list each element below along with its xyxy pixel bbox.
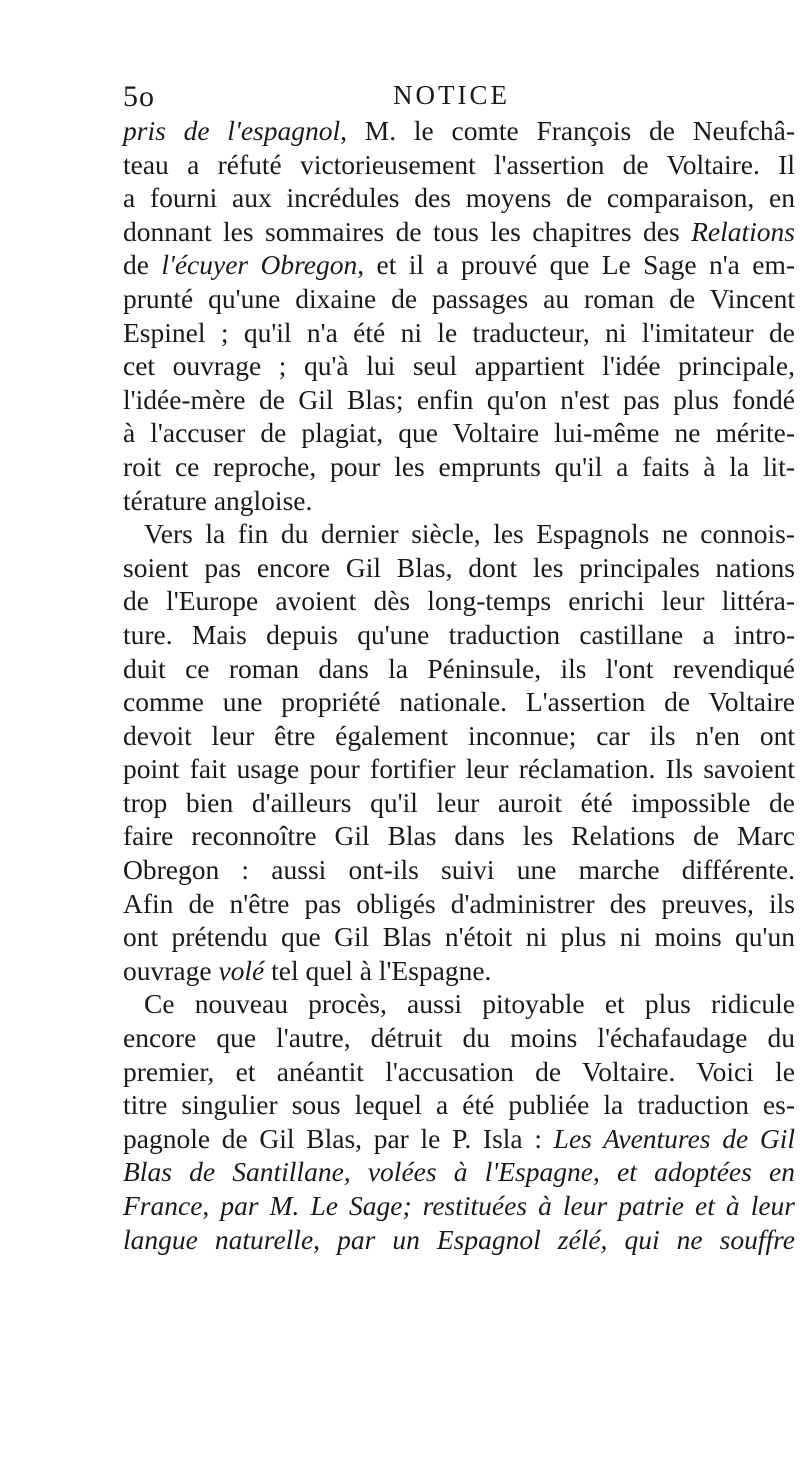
text-line: [123, 987, 795, 1021]
text-line: [123, 584, 795, 618]
italic-text-segment: l'écuyer Obregon: [161, 249, 358, 281]
text-line: [123, 1223, 795, 1257]
text-segment: prunté qu'une dixaine de passages au roman de Vincent: [123, 282, 795, 314]
text-line: [123, 1088, 795, 1122]
text-line: [123, 1055, 795, 1089]
text-line: [123, 349, 795, 383]
text-segment: , et il a prouvé que Le Sage n'a em-: [357, 249, 795, 281]
text-line: [123, 450, 795, 484]
text-segment: ,: [202, 1190, 221, 1221]
text-segment: devoit leur être également inconnue; car ils n'en ont: [123, 719, 795, 751]
text-line: [123, 618, 795, 652]
text-segment: a fourni aux incrédules des moyens de comparaison, en: [123, 182, 795, 214]
text-segment: point fait usage pour fortifier leur réclamation. Ils savoient: [123, 753, 795, 785]
italic-text-segment: volé: [218, 954, 265, 986]
italic-text-segment: langue naturelle: [123, 1223, 314, 1255]
text-line: [123, 652, 795, 686]
text-segment: roit ce reproche, pour les emprunts qu'il a faits à la lit-: [123, 450, 795, 482]
text-segment: faire reconnoître Gil Blas dans les Relations de Marc: [123, 820, 795, 852]
text-segment: Espinel ; qu'il n'a été ni le traducteur, ni l'imitateur de: [123, 316, 795, 348]
italic-text-segment: Les Aventures de Gil: [553, 1122, 796, 1154]
text-segment: Obregon : aussi ont-ils suivi une marche différente.: [123, 854, 795, 886]
text-segment: Afin de n'être pas obligés d'administrer des preuves, ils: [123, 887, 795, 919]
text-line: [123, 248, 795, 282]
text-segment: ont prétendu que Gil Blas n'étoit ni plus ni moins qu'un: [123, 921, 795, 953]
text-line: [123, 819, 795, 853]
text-line: [123, 954, 795, 988]
italic-text-segment: Blas de Santillane, volées à l'Espagne: [123, 1156, 593, 1188]
text-line: [123, 181, 795, 215]
italic-text-segment: et adoptées en: [617, 1156, 795, 1188]
text-segment: duit ce roman dans la Péninsule, ils l'ont revendiqué: [123, 652, 795, 684]
text-segment: de l'Europe avoient dès long-temps enrichi leur littéra-: [123, 585, 795, 617]
text-segment: ,: [592, 1156, 618, 1188]
text-segment: Vers la fin du dernier siècle, les Espagnols ne connois-: [144, 518, 795, 550]
text-segment: teau a réfuté victorieusement l'assertion de Voltaire. Il: [123, 148, 795, 180]
text-line: [123, 786, 795, 820]
text-line: [123, 1122, 795, 1156]
text-segment: donnant les sommaires de tous les chapitres des: [123, 215, 692, 247]
text-line: [123, 383, 795, 417]
text-segment: trop bien d'ailleurs qu'il leur auroit été impossible de: [123, 786, 795, 818]
text-line: [123, 316, 795, 350]
text-line: [123, 517, 795, 551]
text-segment: pagnole de Gil Blas, par le P. Isla :: [123, 1122, 554, 1154]
text-segment: , M. le comte François de Neufchâ-: [340, 115, 795, 146]
text-line: [123, 282, 795, 316]
text-segment: térature angloise.: [123, 484, 313, 516]
text-segment: encore que l'autre, détruit du moins l'échafaudage du: [123, 1022, 795, 1054]
text-segment: Ce nouveau procès, aussi pitoyable et plus ridicule: [144, 988, 795, 1020]
text-line: [123, 887, 795, 921]
text-segment: comme une propriété nationale. L'assertion de Voltaire: [123, 686, 795, 718]
text-line: [123, 1155, 795, 1189]
text-segment: ouvrage: [123, 954, 219, 986]
text-segment: ,: [313, 1223, 338, 1255]
italic-text-segment: Relations: [691, 215, 795, 247]
text-line: [123, 685, 795, 719]
text-segment: cet ouvrage ; qu'à lui seul appartient l'idée principale,: [123, 350, 795, 382]
text-line: [123, 416, 795, 450]
italic-text-segment: pris de l'espagnol: [123, 115, 341, 146]
text-line: [123, 752, 795, 786]
text-segment: soient pas encore Gil Blas, dont les principales nations: [123, 551, 795, 583]
body-text: [123, 114, 795, 1256]
text-line: [123, 551, 795, 585]
text-line: [123, 853, 795, 887]
text-segment: de: [123, 249, 162, 281]
text-segment: à l'accuser de plagiat, que Voltaire lui-même ne mérite-: [123, 417, 795, 449]
italic-text-segment: France: [123, 1190, 203, 1221]
text-line: [123, 719, 795, 753]
text-line: [123, 114, 795, 148]
running-title: NOTICE: [393, 80, 510, 110]
page-number: 5o: [123, 80, 155, 113]
text-segment: titre singulier sous lequel a été publiée la traduction es-: [123, 1089, 795, 1121]
text-segment: l'idée-mère de Gil Blas; enfin qu'on n'est pas plus fondé: [123, 383, 795, 415]
text-segment: tel quel à l'Espagne.: [264, 954, 492, 986]
italic-text-segment: par un Espagnol zélé, qui ne souffre: [337, 1223, 795, 1255]
italic-text-segment: par M. Le Sage; restituées à leur patrie et à leur: [220, 1190, 796, 1221]
text-line: [123, 1021, 795, 1055]
text-line: [123, 920, 795, 954]
text-line: [123, 215, 795, 249]
text-segment: ture. Mais depuis qu'une traduction castillane a intro-: [123, 618, 795, 650]
text-line: [123, 484, 795, 518]
text-segment: premier, et anéantit l'accusation de Voltaire. Voici le: [123, 1055, 795, 1087]
text-line: [123, 1189, 795, 1223]
text-line: [123, 148, 795, 182]
